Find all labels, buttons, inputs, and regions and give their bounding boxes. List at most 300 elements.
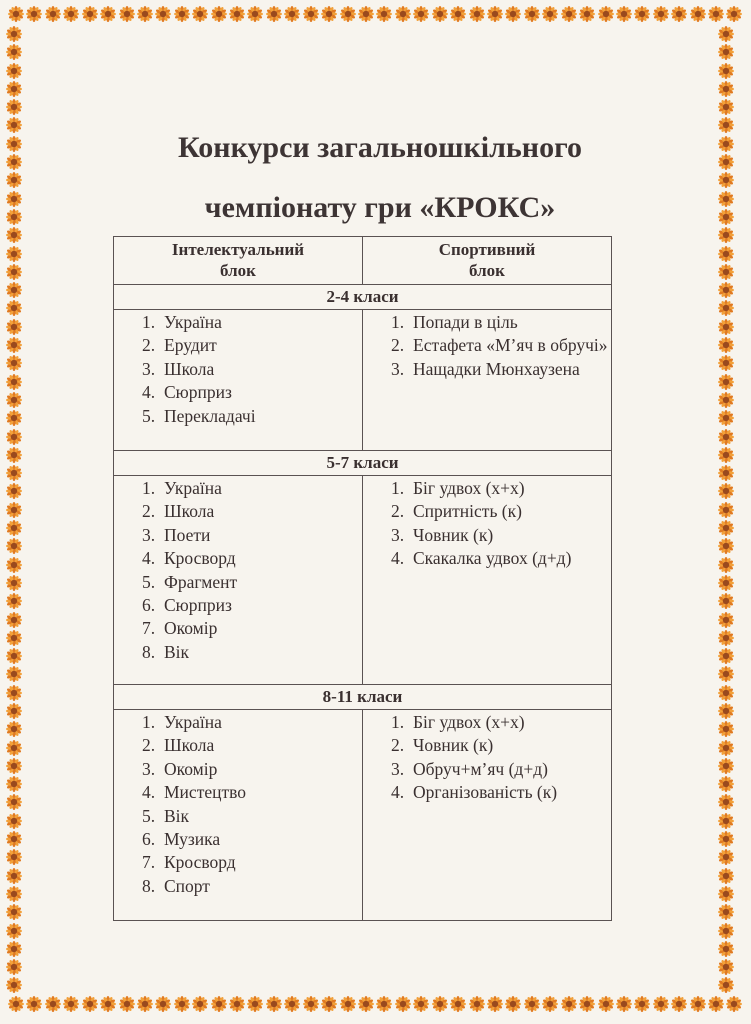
sunflower-icon [718, 959, 734, 975]
list-item-label: Ерудит [164, 335, 217, 356]
section-label: 8-11 класи [114, 685, 612, 710]
sunflower-icon [266, 6, 282, 22]
section-label: 5-7 класи [114, 451, 612, 476]
sunflower-icon [6, 191, 22, 207]
sunflower-icon [616, 996, 632, 1012]
sunflower-icon [6, 209, 22, 225]
list-item-number: 8. [142, 875, 156, 896]
sunflower-icon [6, 99, 22, 115]
sunflower-icon [26, 996, 42, 1012]
sunflower-icon [6, 685, 22, 701]
sunflower-icon [376, 6, 392, 22]
sunflower-icon [6, 282, 22, 298]
sunflower-icon [6, 429, 22, 445]
sunflower-icon [8, 6, 24, 22]
list-item-label: Школа [164, 358, 215, 379]
sunflower-icon [395, 6, 411, 22]
table-body [114, 285, 612, 921]
sunflower-icon [6, 538, 22, 554]
sunflower-icon [718, 355, 734, 371]
list-item-number: 5. [142, 571, 156, 592]
sunflower-icon [358, 6, 374, 22]
sunflower-icon [653, 996, 669, 1012]
list-item [142, 851, 362, 874]
sunflower-icon [321, 6, 337, 22]
sunflower-icon [718, 538, 734, 554]
list-item [391, 311, 611, 334]
sunflower-icon [726, 996, 742, 1012]
sunflower-icon [432, 6, 448, 22]
sport-cell [363, 310, 612, 451]
list-item-label: Спритність (к) [413, 501, 522, 522]
list-item-number: 4. [142, 782, 156, 803]
list-item [391, 781, 611, 804]
sunflower-icon [718, 703, 734, 719]
sunflower-icon [616, 6, 632, 22]
sunflower-icon [718, 136, 734, 152]
sunflower-icon [82, 996, 98, 1012]
list-item-number: 7. [142, 852, 156, 873]
sunflower-icon [6, 904, 22, 920]
sunflower-icon [718, 246, 734, 262]
sunflower-icon [247, 996, 263, 1012]
sunflower-icon [718, 282, 734, 298]
section-label: 2-4 класи [114, 285, 612, 310]
sunflower-icon [100, 996, 116, 1012]
list-item-number: 4. [142, 548, 156, 569]
sunflower-icon [6, 886, 22, 902]
sunflower-icon [718, 557, 734, 573]
intellectual-list [114, 311, 362, 428]
header-intellectual-line-2: блок [220, 261, 256, 280]
sunflower-icon [718, 410, 734, 426]
list-item-label: Спорт [164, 875, 210, 896]
list-item [142, 311, 362, 334]
intellectual-list [114, 477, 362, 664]
sunflower-icon [358, 996, 374, 1012]
sunflower-icon [6, 557, 22, 573]
list-item-label: Фрагмент [164, 571, 238, 592]
sunflower-icon [6, 410, 22, 426]
sunflower-icon [155, 996, 171, 1012]
list-item-number: 1. [142, 312, 156, 332]
sunflower-icon [718, 337, 734, 353]
list-item-label: Сюрприз [164, 595, 232, 616]
list-item [391, 477, 611, 500]
sunflower-icon [718, 831, 734, 847]
sunflower-icon [6, 483, 22, 499]
sunflower-icon [6, 612, 22, 628]
sunflower-icon [542, 996, 558, 1012]
sunflower-icon [718, 868, 734, 884]
sunflower-icon [340, 6, 356, 22]
sunflower-icon [247, 6, 263, 22]
sunflower-icon [6, 666, 22, 682]
sunflower-icon [45, 996, 61, 1012]
sunflower-icon [718, 99, 734, 115]
list-item-label: Попади в ціль [413, 312, 518, 332]
sunflower-icon [505, 6, 521, 22]
sunflower-icon [284, 6, 300, 22]
sunflower-icon [718, 429, 734, 445]
sunflower-icon [671, 996, 687, 1012]
list-item-label: Сюрприз [164, 382, 232, 403]
sunflower-icon [718, 264, 734, 280]
sunflower-icon [432, 996, 448, 1012]
list-item [391, 711, 611, 734]
contests-table [113, 236, 612, 921]
decorative-border-right [718, 26, 736, 994]
sunflower-icon [82, 6, 98, 22]
sunflower-icon [192, 6, 208, 22]
sunflower-icon [303, 996, 319, 1012]
list-item-label: Нащадки Мюнхаузена [413, 358, 580, 379]
list-item-number: 3. [391, 524, 405, 545]
list-item-number: 3. [142, 524, 156, 545]
section-row-8-11 [114, 685, 612, 710]
sunflower-icon [718, 612, 734, 628]
sunflower-icon [119, 996, 135, 1012]
sunflower-icon [671, 6, 687, 22]
sunflower-icon [718, 593, 734, 609]
sunflower-icon [8, 996, 24, 1012]
list-item-number: 2. [391, 501, 405, 522]
list-item-label: Окомір [164, 618, 218, 639]
list-item-label: Біг удвох (х+х) [413, 478, 525, 498]
list-item [391, 758, 611, 781]
sunflower-icon [718, 813, 734, 829]
list-item-label: Україна [164, 712, 222, 732]
sport-list [363, 477, 611, 571]
list-item-number: 1. [142, 478, 156, 498]
list-item [142, 547, 362, 570]
list-item-label: Біг удвох (х+х) [413, 712, 525, 732]
sunflower-icon [6, 63, 22, 79]
sunflower-icon [718, 227, 734, 243]
sunflower-icon [718, 392, 734, 408]
sunflower-icon [6, 319, 22, 335]
list-item [391, 547, 611, 570]
sunflower-icon [718, 26, 734, 42]
list-item-label: Школа [164, 735, 215, 756]
sunflower-icon [561, 6, 577, 22]
section-row-5-7 [114, 451, 612, 476]
header-intellectual-block [114, 237, 363, 285]
sunflower-icon [718, 648, 734, 664]
sunflower-icon [413, 6, 429, 22]
sunflower-icon [6, 227, 22, 243]
list-item-number: 3. [391, 358, 405, 379]
sunflower-icon [718, 117, 734, 133]
sunflower-icon [174, 6, 190, 22]
section-content-5-7 [114, 476, 612, 685]
sunflower-icon [718, 666, 734, 682]
sunflower-icon [469, 996, 485, 1012]
list-item [142, 381, 362, 404]
list-item [142, 334, 362, 357]
sunflower-icon [6, 849, 22, 865]
sunflower-icon [469, 6, 485, 22]
sunflower-icon [6, 593, 22, 609]
list-item-number: 3. [142, 758, 156, 779]
sunflower-icon [303, 6, 319, 22]
list-item [391, 334, 611, 357]
list-item [391, 500, 611, 523]
sunflower-icon [542, 6, 558, 22]
sunflower-icon [229, 6, 245, 22]
sunflower-icon [284, 996, 300, 1012]
sunflower-icon [690, 996, 706, 1012]
list-item-number: 1. [142, 712, 156, 732]
sport-list [363, 311, 611, 381]
list-item [142, 571, 362, 594]
sunflower-icon [6, 300, 22, 316]
sunflower-icon [6, 831, 22, 847]
sunflower-icon [174, 996, 190, 1012]
sunflower-icon [579, 996, 595, 1012]
sunflower-icon [6, 941, 22, 957]
sunflower-icon [6, 630, 22, 646]
sunflower-icon [718, 758, 734, 774]
list-item-number: 8. [142, 641, 156, 662]
sunflower-icon [6, 172, 22, 188]
sunflower-icon [718, 502, 734, 518]
sunflower-icon [211, 996, 227, 1012]
sunflower-icon [718, 849, 734, 865]
sunflower-icon [718, 740, 734, 756]
list-item [142, 358, 362, 381]
sunflower-icon [6, 44, 22, 60]
sunflower-icon [598, 996, 614, 1012]
sunflower-icon [6, 374, 22, 390]
sunflower-icon [6, 977, 22, 993]
decorative-border-bottom [8, 996, 743, 1014]
sunflower-icon [450, 996, 466, 1012]
sunflower-icon [718, 886, 734, 902]
section-content-2-4 [114, 310, 612, 451]
list-item-number: 2. [142, 735, 156, 756]
sunflower-icon [6, 355, 22, 371]
list-item-number: 4. [142, 382, 156, 403]
sunflower-icon [718, 923, 734, 939]
sunflower-icon [6, 502, 22, 518]
list-item [142, 617, 362, 640]
sunflower-icon [718, 575, 734, 591]
sunflower-icon [137, 996, 153, 1012]
sunflower-icon [395, 996, 411, 1012]
sunflower-icon [718, 977, 734, 993]
list-item-label: Організованість (к) [413, 782, 558, 803]
list-item [142, 828, 362, 851]
sunflower-icon [6, 447, 22, 463]
sunflower-icon [6, 337, 22, 353]
list-item [142, 477, 362, 500]
sunflower-icon [718, 209, 734, 225]
list-item-label: Кросворд [164, 852, 236, 873]
header-sport-line-2: блок [469, 261, 505, 280]
title-line-1: Конкурси загальношкільного [178, 131, 582, 164]
title-line-2: чемпіонату гри «КРОКС» [204, 191, 556, 224]
sunflower-icon [726, 6, 742, 22]
decorative-border-top [8, 6, 743, 24]
sunflower-icon [718, 904, 734, 920]
list-item-label: Естафета «М’яч в обручі» [413, 335, 608, 356]
sunflower-icon [6, 703, 22, 719]
sport-cell [363, 710, 612, 921]
sunflower-icon [26, 6, 42, 22]
sunflower-icon [6, 794, 22, 810]
list-item [142, 500, 362, 523]
list-item [142, 405, 362, 428]
sunflower-icon [6, 868, 22, 884]
decorative-border-left [6, 26, 24, 994]
sunflower-icon [690, 6, 706, 22]
sunflower-icon [561, 996, 577, 1012]
list-item [391, 358, 611, 381]
list-item-label: Обруч+м’яч (д+д) [413, 758, 548, 779]
list-item-number: 2. [142, 501, 156, 522]
sunflower-icon [718, 81, 734, 97]
list-item [142, 641, 362, 664]
list-item [142, 711, 362, 734]
section-content-8-11 [114, 710, 612, 921]
list-item-label: Україна [164, 312, 222, 332]
sunflower-icon [505, 996, 521, 1012]
sunflower-icon [266, 996, 282, 1012]
sunflower-icon [6, 392, 22, 408]
sunflower-icon [718, 154, 734, 170]
list-item-number: 1. [391, 478, 405, 498]
list-item-number: 4. [391, 548, 405, 569]
list-item-number: 2. [391, 735, 405, 756]
sport-list [363, 711, 611, 805]
list-item [142, 758, 362, 781]
sunflower-icon [718, 721, 734, 737]
header-sport-block [363, 237, 612, 285]
list-item [142, 875, 362, 898]
sunflower-icon [6, 264, 22, 280]
sunflower-icon [524, 6, 540, 22]
list-item-number: 3. [391, 758, 405, 779]
list-item [391, 734, 611, 757]
sunflower-icon [718, 685, 734, 701]
list-item-number: 5. [142, 805, 156, 826]
list-item [142, 734, 362, 757]
sunflower-icon [718, 63, 734, 79]
list-item [142, 524, 362, 547]
list-item-number: 1. [391, 712, 405, 732]
intellectual-cell [114, 476, 363, 685]
list-item-number: 7. [142, 618, 156, 639]
sunflower-icon [6, 465, 22, 481]
sunflower-icon [524, 996, 540, 1012]
sunflower-icon [708, 6, 724, 22]
sunflower-icon [718, 191, 734, 207]
sunflower-icon [718, 465, 734, 481]
sunflower-icon [6, 136, 22, 152]
sunflower-icon [718, 300, 734, 316]
sunflower-icon [137, 6, 153, 22]
list-item-label: Скакалка удвох (д+д) [413, 548, 572, 569]
sunflower-icon [598, 6, 614, 22]
sunflower-icon [6, 246, 22, 262]
sport-cell [363, 476, 612, 685]
sunflower-icon [211, 6, 227, 22]
list-item-label: Україна [164, 478, 222, 498]
sunflower-icon [579, 6, 595, 22]
sunflower-icon [119, 6, 135, 22]
sunflower-icon [6, 154, 22, 170]
list-item-number: 5. [142, 405, 156, 426]
sunflower-icon [100, 6, 116, 22]
intellectual-cell [114, 710, 363, 921]
list-item-label: Перекладачі [164, 405, 256, 426]
list-item-label: Школа [164, 501, 215, 522]
list-item [142, 594, 362, 617]
sunflower-icon [6, 959, 22, 975]
sunflower-icon [718, 794, 734, 810]
sunflower-icon [718, 374, 734, 390]
sunflower-icon [718, 319, 734, 335]
sunflower-icon [6, 117, 22, 133]
sunflower-icon [340, 996, 356, 1012]
list-item-label: Поети [164, 524, 211, 545]
sunflower-icon [708, 996, 724, 1012]
header-intellectual-line-1: Інтелектуальний [171, 240, 305, 259]
sunflower-icon [192, 996, 208, 1012]
sunflower-icon [155, 6, 171, 22]
list-item-number: 2. [391, 335, 405, 356]
list-item-label: Кросворд [164, 548, 236, 569]
sunflower-icon [487, 6, 503, 22]
sunflower-icon [653, 6, 669, 22]
sunflower-icon [6, 758, 22, 774]
section-row-2-4 [114, 285, 612, 310]
list-item-label: Човник (к) [413, 735, 494, 756]
sunflower-icon [634, 996, 650, 1012]
sunflower-icon [6, 575, 22, 591]
sunflower-icon [321, 996, 337, 1012]
list-item-number: 2. [142, 335, 156, 356]
list-item-label: Окомір [164, 758, 218, 779]
list-item-number: 6. [142, 595, 156, 616]
sunflower-icon [6, 520, 22, 536]
sunflower-icon [6, 813, 22, 829]
sunflower-icon [376, 996, 392, 1012]
sunflower-icon [6, 81, 22, 97]
list-item-number: 3. [142, 358, 156, 379]
sunflower-icon [413, 996, 429, 1012]
sunflower-icon [718, 44, 734, 60]
sunflower-icon [63, 6, 79, 22]
sunflower-icon [487, 996, 503, 1012]
list-item-number: 1. [391, 312, 405, 332]
sunflower-icon [718, 941, 734, 957]
sunflower-icon [229, 996, 245, 1012]
list-item [142, 781, 362, 804]
list-item [142, 805, 362, 828]
intellectual-list [114, 711, 362, 898]
header-sport-line-1: Спортивний [438, 240, 536, 259]
table-header-row [114, 237, 612, 285]
sunflower-icon [6, 648, 22, 664]
sunflower-icon [6, 740, 22, 756]
list-item-label: Мистецтво [164, 782, 247, 803]
list-item-label: Човник (к) [413, 524, 494, 545]
page-title [100, 118, 660, 238]
sunflower-icon [45, 6, 61, 22]
sunflower-icon [718, 447, 734, 463]
